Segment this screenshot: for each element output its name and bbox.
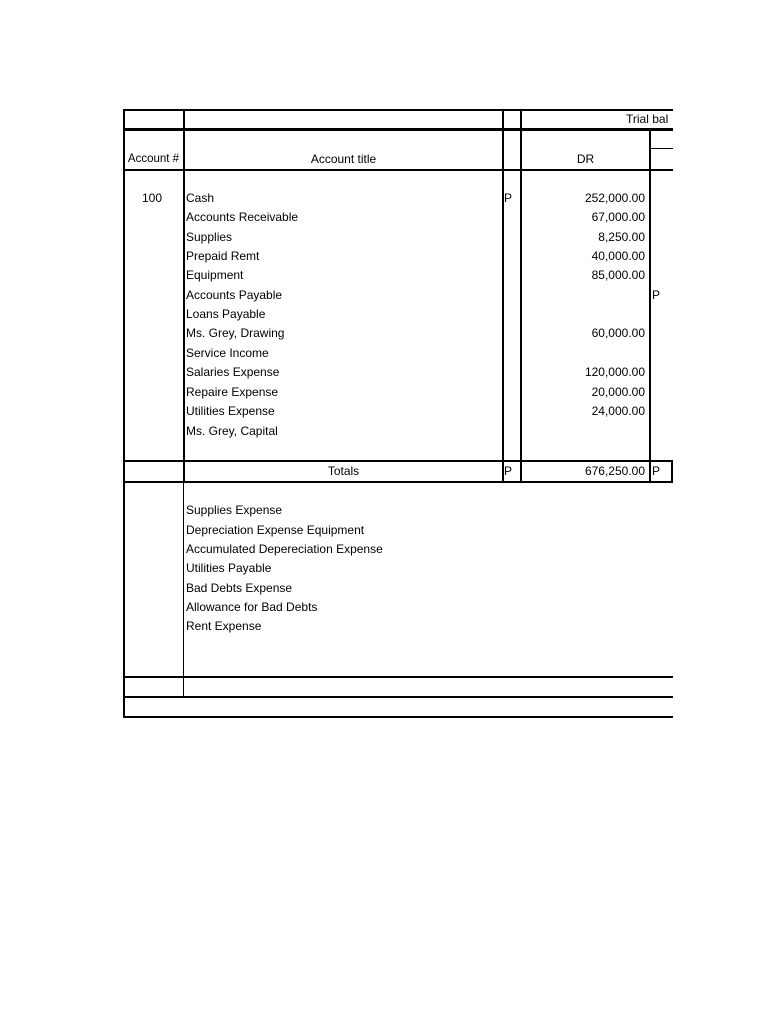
dr-currency-symbol: P — [504, 191, 513, 205]
dr-amount: 120,000.00 — [584, 365, 645, 379]
totals-dr-amount: 676,250.00 — [584, 464, 645, 478]
dr-amount: 252,000.00 — [584, 191, 645, 205]
rule-totals-bottom — [123, 481, 673, 483]
account-title: Ms. Grey, Drawing — [186, 326, 285, 340]
dr-amount: 24,000.00 — [591, 404, 645, 418]
rule-dr-cr — [649, 130, 651, 482]
adjustment-account: Rent Expense — [186, 619, 262, 633]
account-title: Accounts Receivable — [186, 210, 299, 224]
adjustment-account: Bad Debts Expense — [186, 581, 293, 595]
totals-label: Totals — [327, 464, 360, 478]
dr-amount: 60,000.00 — [591, 326, 645, 340]
section-title: Trial bal — [626, 112, 669, 126]
rule-title-sym — [502, 109, 504, 482]
adjustment-account: Allowance for Bad Debts — [186, 600, 318, 614]
adjustment-account: Accumulated Depereciation Expense — [186, 542, 383, 556]
col-account-num: Account # — [127, 153, 180, 165]
rule-totals-top — [123, 460, 673, 462]
rule-adj-bottom — [123, 676, 673, 678]
rule-top — [123, 109, 673, 111]
account-title: Service Income — [186, 346, 269, 360]
col-dr: DR — [576, 152, 595, 166]
rule-bottom — [123, 716, 673, 718]
account-title: Supplies — [186, 230, 233, 244]
account-title: Cash — [186, 191, 215, 205]
adjustment-account: Supplies Expense — [186, 503, 283, 517]
dr-amount: 40,000.00 — [591, 249, 645, 263]
col-account-title: Account title — [310, 152, 377, 166]
account-title: Ms. Grey, Capital — [186, 424, 278, 438]
rule-dr-subheader — [651, 148, 673, 149]
totals-cr-currency-symbol: P — [652, 464, 661, 478]
adjustment-account: Depreciation Expense Equipment — [186, 523, 365, 537]
adjustment-account: Utilities Payable — [186, 561, 272, 575]
totals-dr-currency-symbol: P — [504, 464, 513, 478]
dr-amount: 20,000.00 — [591, 385, 645, 399]
rule-footer-mid — [123, 696, 673, 698]
account-num: 100 — [142, 191, 163, 205]
rule-header-top — [123, 128, 673, 131]
account-title: Prepaid Remt — [186, 249, 260, 263]
account-title: Utilities Expense — [186, 404, 275, 418]
dr-amount: 85,000.00 — [591, 268, 645, 282]
dr-amount: 8,250.00 — [598, 230, 645, 244]
cr-currency-symbol: P — [652, 288, 661, 302]
rule-header-bottom — [123, 169, 673, 171]
account-title: Repaire Expense — [186, 385, 279, 399]
rule-left — [123, 109, 125, 718]
dr-amount: 67,000.00 — [591, 210, 645, 224]
account-title: Accounts Payable — [186, 288, 283, 302]
account-title: Equipment — [186, 268, 244, 282]
rule-num-title-adj — [183, 481, 184, 697]
rule-cr-sym — [671, 460, 673, 482]
account-title: Salaries Expense — [186, 365, 280, 379]
account-title: Loans Payable — [186, 307, 266, 321]
